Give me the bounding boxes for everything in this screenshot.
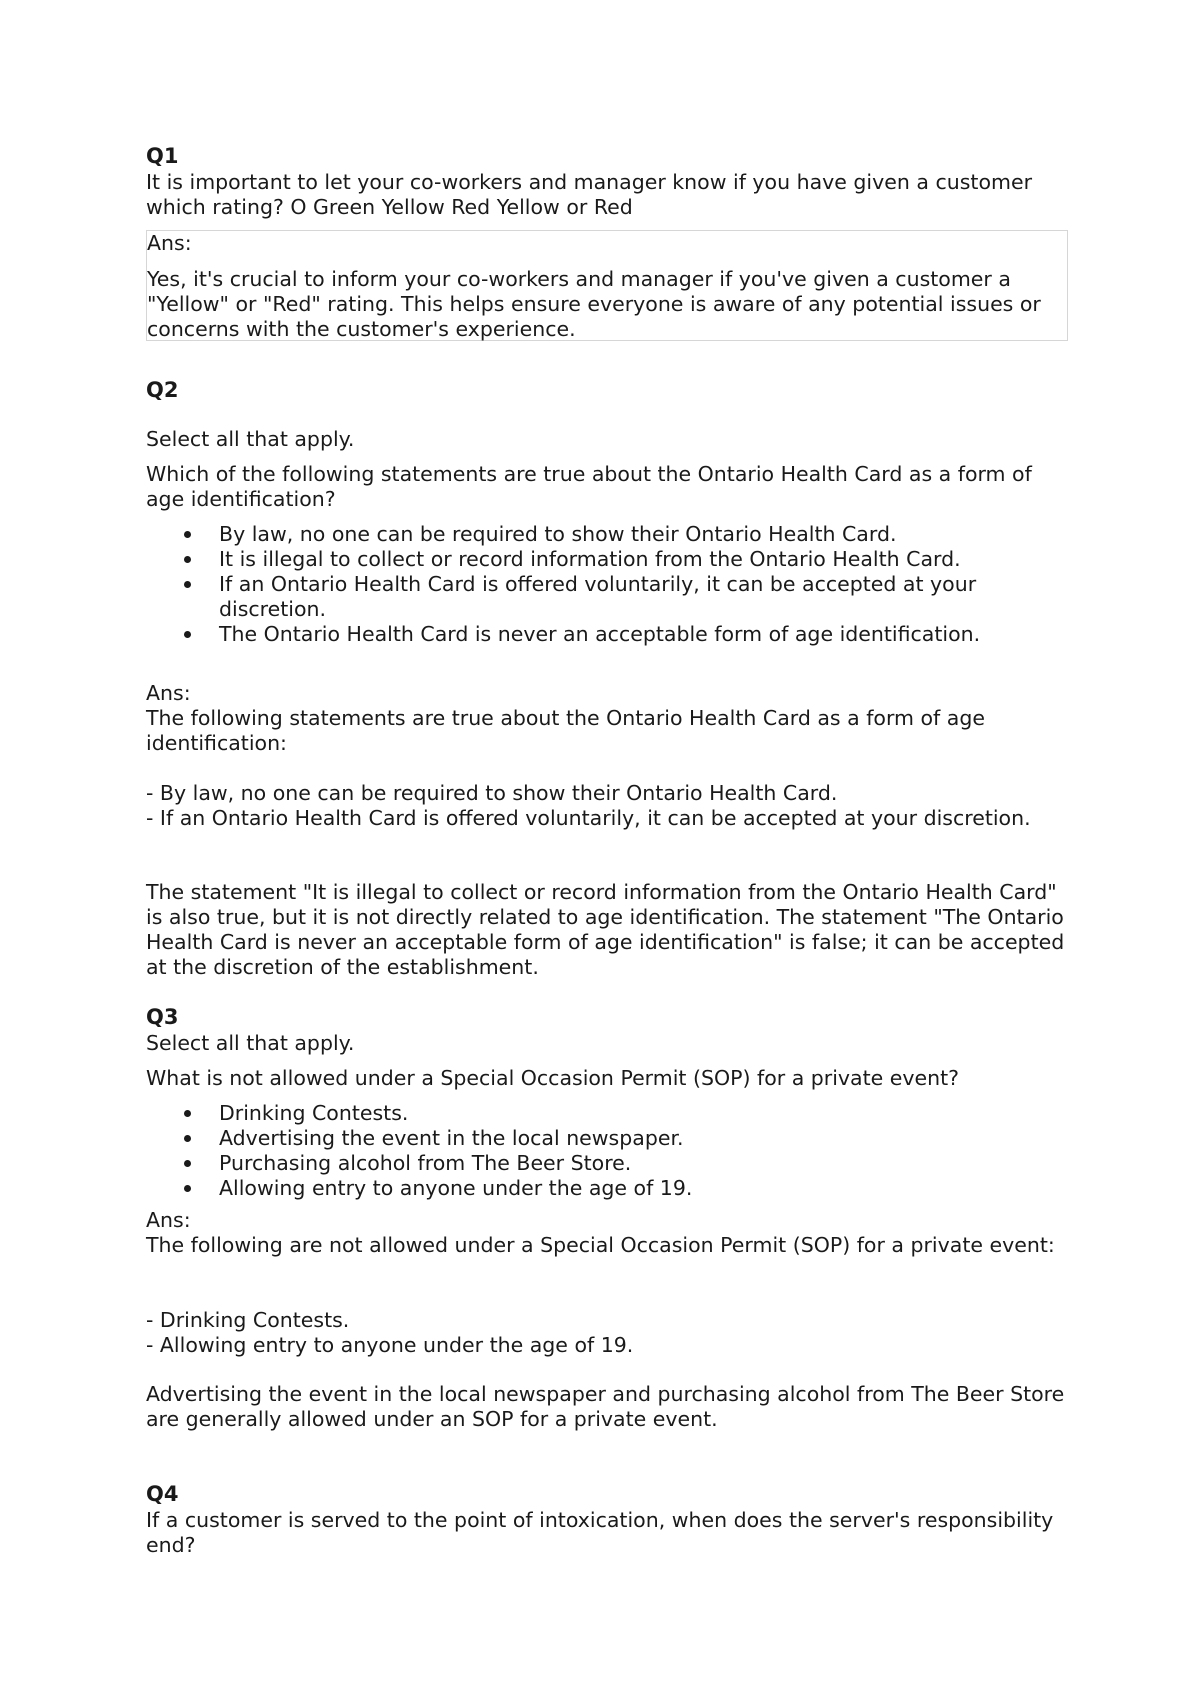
list-item: It is illegal to collect or record information from the Ontario Health Card. bbox=[146, 547, 1066, 572]
bullet-icon bbox=[184, 1185, 191, 1192]
q3-instruction: Select all that apply. bbox=[146, 1031, 355, 1055]
q3-options bbox=[146, 1101, 1066, 1201]
list-item: By law, no one can be required to show their Ontario Health Card. bbox=[146, 522, 1066, 547]
q3-ans-label: Ans: bbox=[146, 1208, 191, 1232]
q3-question: What is not allowed under a Special Occasion Permit (SOP) for a private event? bbox=[146, 1066, 960, 1090]
bullet-icon bbox=[184, 1110, 191, 1117]
q3-answer-intro: The following are not allowed under a Special Occasion Permit (SOP) for a private event: bbox=[146, 1233, 1055, 1257]
q2-ans-label: Ans: bbox=[146, 681, 191, 705]
list-item: If an Ontario Health Card is offered voluntarily, it can be accepted at your discretion. bbox=[146, 572, 1066, 622]
q2-answer-item: - By law, no one can be required to show their Ontario Health Card. bbox=[146, 781, 838, 805]
q3-answer-item: - Drinking Contests. bbox=[146, 1308, 350, 1332]
bullet-icon bbox=[184, 631, 191, 638]
list-item: Purchasing alcohol from The Beer Store. bbox=[146, 1151, 1066, 1176]
q2-title: Q2 bbox=[146, 378, 179, 402]
q3-answer-item: - Allowing entry to anyone under the age of 19. bbox=[146, 1333, 634, 1357]
q3-title: Q3 bbox=[146, 1005, 179, 1029]
q1-answer: Yes, it's crucial to inform your co-workers and manager if you've given a customer a "Yellow" or "Red" rating. This helps ensure everyone is aware of any potential issues or concerns with the customer's experience. bbox=[147, 267, 1041, 341]
q1-question: It is important to let your co-workers and manager know if you have given a customer which rating? O Green Yellow Red Yellow or Red bbox=[146, 170, 1032, 219]
bullet-icon bbox=[184, 1135, 191, 1142]
q4-title: Q4 bbox=[146, 1482, 179, 1506]
list-item: Allowing entry to anyone under the age of 19. bbox=[146, 1176, 1066, 1201]
q2-question: Which of the following statements are true about the Ontario Health Card as a form of age identification? bbox=[146, 462, 1032, 511]
bullet-icon bbox=[184, 531, 191, 538]
q1-ans-label: Ans: bbox=[147, 231, 192, 255]
q2-answer-item: - If an Ontario Health Card is offered voluntarily, it can be accepted at your discretion. bbox=[146, 806, 1031, 830]
list-item: The Ontario Health Card is never an acceptable form of age identification. bbox=[146, 622, 1066, 647]
bullet-icon bbox=[184, 1160, 191, 1167]
q2-answer-note: The statement "It is illegal to collect or record information from the Ontario Health Card" is also true, but it is not directly related to age identification. The statement "The Ontario Health Card is never an acceptable form of age identification" is false; it can be accepted at the discretion of the establishment. bbox=[146, 880, 1065, 979]
list-item: Advertising the event in the local newspaper. bbox=[146, 1126, 1066, 1151]
q3-answer-note: Advertising the event in the local newspaper and purchasing alcohol from The Beer Store are generally allowed under an SOP for a private event. bbox=[146, 1382, 1065, 1431]
list-item: Drinking Contests. bbox=[146, 1101, 1066, 1126]
q2-options bbox=[146, 522, 1066, 647]
q1-answer-box bbox=[146, 230, 1068, 341]
q2-instruction: Select all that apply. bbox=[146, 427, 355, 451]
q1-title: Q1 bbox=[146, 144, 179, 168]
bullet-icon bbox=[184, 581, 191, 588]
q2-answer-intro: The following statements are true about the Ontario Health Card as a form of age identification: bbox=[146, 706, 985, 755]
bullet-icon bbox=[184, 556, 191, 563]
q4-question: If a customer is served to the point of intoxication, when does the server's responsibility end? bbox=[146, 1508, 1054, 1557]
